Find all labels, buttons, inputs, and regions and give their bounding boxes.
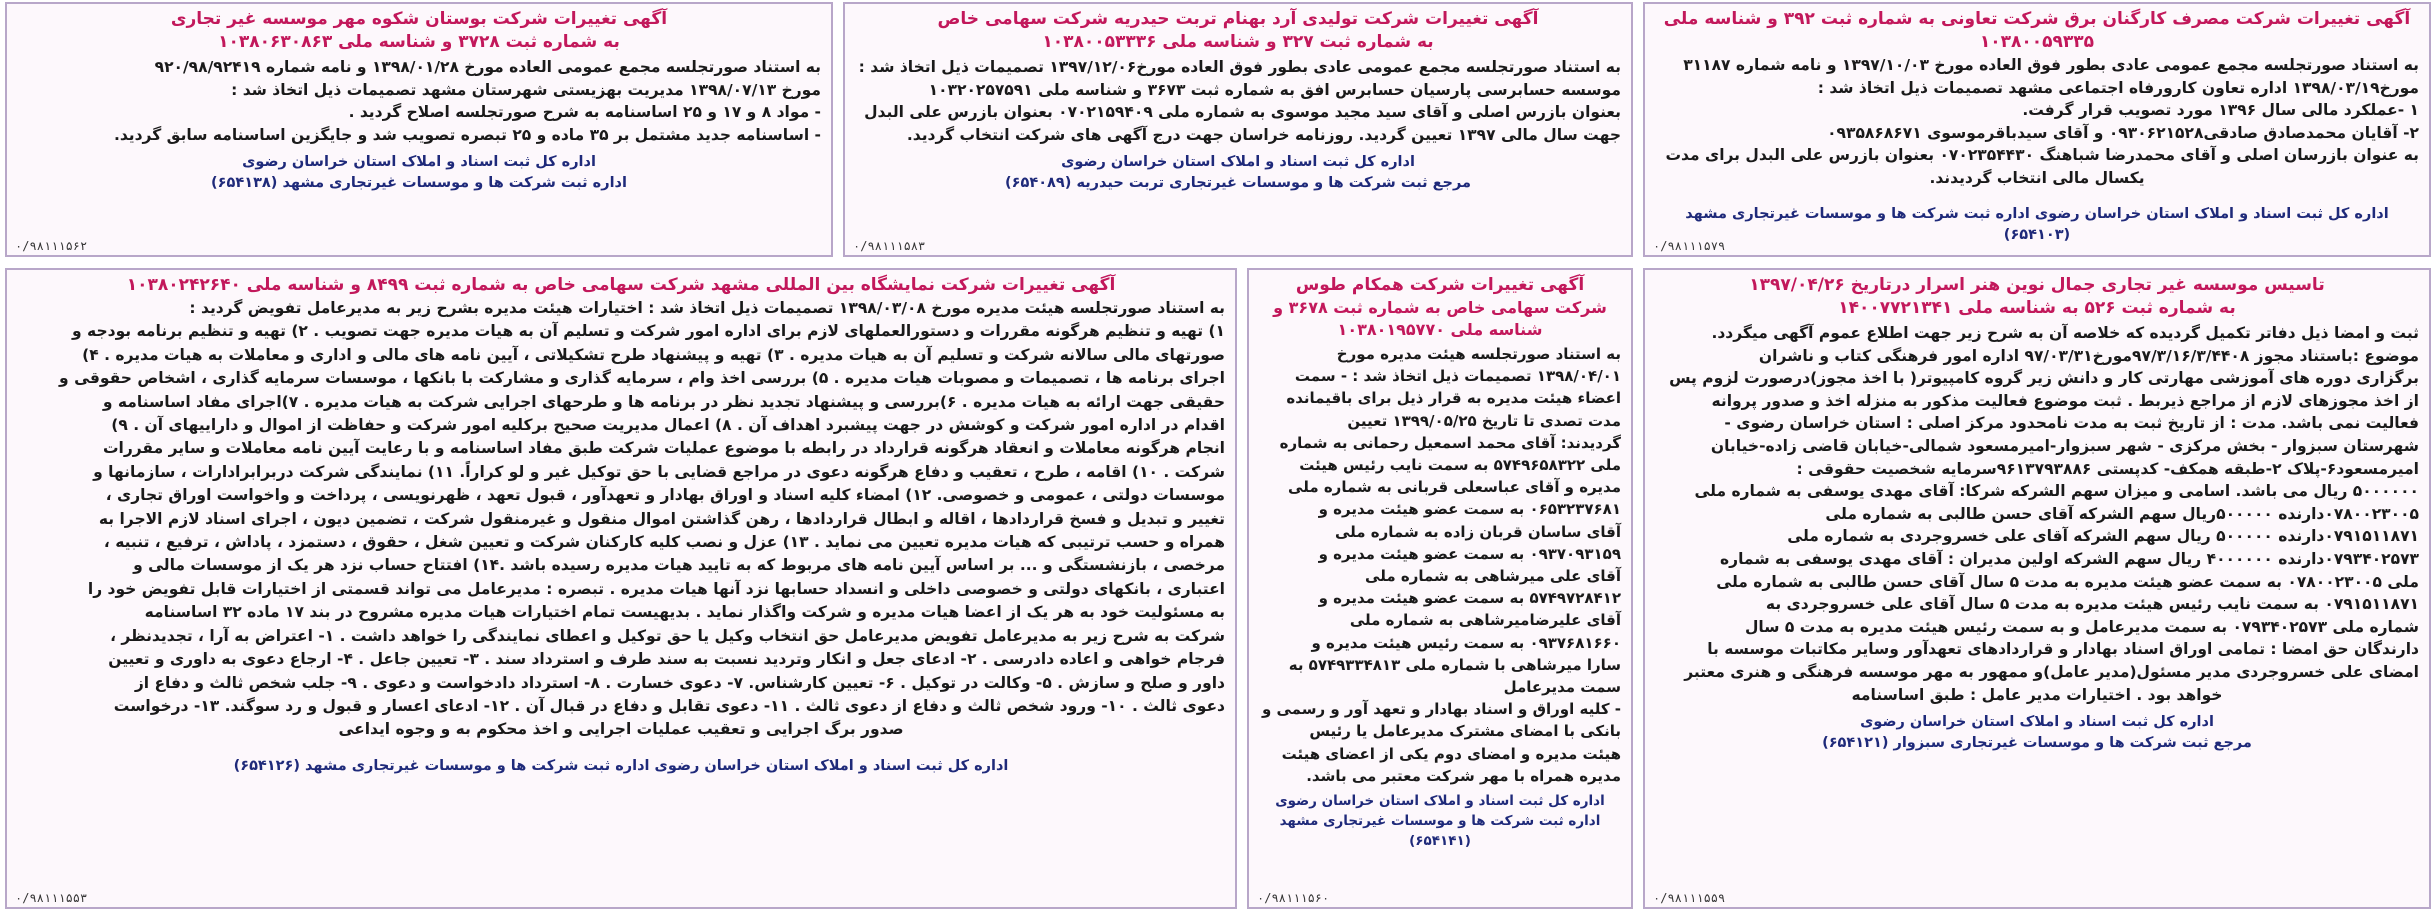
ad-body-line: اعتباری ، بانکهای دولتی و خصوصی داخلی و انسداد حسابها نزد آنها هیات مدیره . تبصره : مدیرعامل می تواند قسمتی از اختیارات قابل تفویض خود را	[87, 579, 1225, 598]
ad-body-line: آقای ساسان قربان زاده به شماره ملی	[1334, 522, 1621, 541]
ad-body-line: ملی ۰۷۸۰۰۲۳۰۰۵ به سمت عضو هیئت مدیره به مدت ۵ سال آقای حسن طالبی به شماره ملی	[1716, 572, 2419, 591]
ad-body-line: آقای علیرضامیرشاهی به شماره ملی	[1349, 611, 1621, 630]
ad-body-line: ملی ۵۷۴۹۶۵۸۳۲۲ به سمت نایب رئیس هیئت	[1299, 456, 1621, 475]
ad-box-hamkam-toos	[1247, 268, 1633, 909]
ad-body-line: انجام هرگونه معاملات و انعقاد هرگونه قرارداد در رابطه با موضوع عملیات شرکت طبق مفاد اساسنامه و با رعایت آیین نامه معاملات و سایر مقررات	[102, 439, 1225, 458]
ad-body	[1259, 343, 1621, 787]
ad-body-line: ۲- آقایان محمدصادق صادقی۰۹۳۰۶۲۱۵۲۸ و آقای سیدباقرموسوی ۰۹۳۵۸۶۸۶۷۱	[1827, 123, 2419, 142]
ad-body-line: ۱ -عملکرد مالی سال ۱۳۹۶ مورد تصویب قرار گرفت.	[2022, 101, 2419, 120]
ad-body-line: فرجام خواهی و اعاده دادرسی . ۲- ادعای جعل و انکار وتردید نسبت به سند طرف و استرداد سند . ۳- تعیین جاعل . ۴- ارجاع دعوی به داوری و تعیین	[108, 650, 1225, 669]
ad-title: آگهی تغییرات شرکت مصرف کارگنان برق شرکت تعاونی به شماره ثبت ۳۹۲ و شناسه ملی ۱۰۳۸۰۰۵۹۳۳۵	[1663, 9, 2411, 52]
ad-body-line: ۵۰۰۰۰۰۰ ریال می باشد. اسامی و میزان سهم الشرکه شرکا: آقای مهدی یوسفی به شماره ملی	[1694, 482, 2419, 501]
ad-org: اداره ثبت شرکت ها و موسسات غیرتجاری مشهد (۶۵۴۱۳۸)	[211, 175, 627, 192]
ad-body-line: شرکت . ۱۰) اقامه ، طرح ، تعقیب و دفاع هرگونه دعوی در مراجع قضایی با حق توکیل غیر و لو کراراً. ۱۱) نمایندگی شرکت دربرابرادارات ، سازمانها و	[93, 462, 1225, 481]
ad-body-line: به استناد صورتجلسه مجمع عمومی العاده مورخ ۱۳۹۸/۰۱/۲۸ و نامه شماره ۹۲۰/۹۸/۹۲۴۱۹	[154, 58, 821, 76]
ad-body-line: خواهد بود . اختیارات مدیر عامل : طبق اساسنامه	[1851, 685, 2223, 704]
ad-body-line: برگزاری دوره های آموزشی مهارتی کار و دانش زیر گروه کامپیوتر( با اخذ مجوز)درصورت لزوم پس	[1669, 369, 2419, 388]
ad-code: ۰/۹۸۱۱۱۵۶۲	[15, 239, 88, 253]
ad-code: ۰/۹۸۱۱۱۵۷۹	[1653, 239, 1726, 253]
ad-code: ۰/۹۸۱۱۱۵۶۰	[1257, 891, 1330, 905]
ad-title: آگهی تغییرات شرکت همکام طوس	[1295, 275, 1585, 295]
ad-body-line: مورخ ۱۳۹۸/۰۷/۱۳ مدیریت بهزیستی شهرستان مشهد تصمیمات ذیل اتخاذ شد :	[231, 80, 821, 99]
ad-body-line: شرکت به شرح زیر به مدیرعامل تفویض مدیرعامل حق انتخاب وکیل یا حق توکیل و اعطای نمایندگی را خواهد داشت . ۱- اعتراض به آرا ، تجدیدنظر ،	[110, 626, 1225, 645]
ad-body-line: به مسئولیت خود به هر یک از اعضا هیات مدیره و شرکت واگذار نماید . بدیهیست تمام اختیارات هیات مدیره مشروح در بند ۱۷ ماده ۳۲ اساسنامه	[144, 603, 1225, 622]
ad-body-line: مرخصی ، بازنشستگی و ... بر اساس آیین نامه های مربوط که به تایید هیات مدیره رسیده باشد .۱۴) افتتاح حساب نزد هر یک از موسسات مالی و	[133, 556, 1225, 575]
ad-body-line: ۵۷۴۹۷۲۸۴۱۲ به سمت عضو هیئت مدیره و	[1318, 589, 1621, 608]
ad-body-line: امیرمسعود۶-پلاک ۲-طبقه همکف- کدپستی ۹۶۱۳۷۹۳۸۸۶سرمایه شخصیت حقوقی :	[1796, 459, 2419, 478]
ad-org: مرجع ثبت شرکت ها و موسسات غیرتجاری تربت حیدریه (۶۵۴۰۸۹)	[1005, 175, 1471, 192]
ad-body-line: ۰۷۹۳۴۰۲۵۷۳دارنده ۴۰۰۰۰۰۰ ریال سهم الشرکه اولین مدیران : آقای مهدی یوسفی به شماره	[1720, 549, 2419, 568]
ad-title: تاسیس موسسه غیر تجاری جمال نوین هنر اسرار درتاریخ ۱۳۹۷/۰۴/۲۶	[1749, 275, 2325, 295]
ad-box-mashhad-exhibition	[5, 268, 1237, 909]
ad-body-line: گردیدند: آقای محمد اسمعیل رحمانی به شماره	[1279, 433, 1621, 452]
ad-body-line: ۰۶۵۳۲۳۷۶۸۱ به سمت عضو هیئت مدیره و	[1318, 500, 1621, 519]
ad-body-line: اعضاء هیئت مدیره به قرار ذیل برای باقیمانده	[1286, 389, 1621, 408]
ad-body-line: آقای علی میرشاهی به شماره ملی	[1365, 567, 1621, 586]
ad-subtitle: به شماره ثبت ۳۷۲۸ و شناسه ملی ۱۰۳۸۰۶۳۰۸۶۳	[218, 32, 620, 52]
ad-org: اداره کل ثبت اسناد و املاک استان خراسان رضوی اداره ثبت شرکت ها و موسسات غیرتجاری مشهد (۶۵۴۱۰۳)	[1685, 205, 2389, 243]
ad-body-line: شماره ملی ۰۷۹۳۴۰۲۵۷۳ به سمت مدیرعامل و به سمت رئیس هیئت مدیره به مدت ۵ سال	[1744, 617, 2419, 636]
ad-body-line: ۰۷۸۰۰۲۳۰۰۵دارنده ۵۰۰۰۰۰ریال سهم الشرکه آقای حسن طالبی به شماره ملی	[1825, 504, 2419, 523]
ad-body-line: مدیره و آقای عباسعلی قربانی به شماره ملی	[1288, 478, 1621, 497]
ad-body-line: به استناد صورتجلسه هیئت مدیره مورخ	[1336, 345, 1621, 363]
ad-body-line: ۰۹۳۷۶۸۱۶۶۰ به سمت رئیس هیئت مدیره و	[1311, 633, 1621, 652]
ad-body-line: به استناد صورتجلسه مجمع عمومی عادی بطور فوق العاده مورخ ۱۳۹۷/۱۰/۰۳ و نامه شماره ۳۱۱۸۷	[1683, 56, 2419, 74]
ad-body-line: همراه و حسب ترتیبی که هیات مدیره تعیین می نماید . ۱۳) عزل و نصب کلیه کارکنان شرکت و تعیین شغل ، حقوق ، دستمزد ، پاداش ، ترفیع ، تنبیه ،	[103, 533, 1225, 552]
ad-org: اداره کل ثبت اسناد و املاک استان خراسان رضوی اداره ثبت شرکت ها و موسسات غیرتجاری مشهد (۶۵۴۱۴۱)	[1275, 793, 1605, 850]
ad-body	[1655, 54, 2419, 190]
ad-subtitle: به شماره ثبت ۵۲۶ به شناسه ملی ۱۴۰۰۷۷۲۱۳۴۱	[1838, 298, 2236, 318]
ad-body-line: صورتهای مالی سالانه شرکت و تسلیم آن به هیات مدیره . ۳) تهیه و پیشنهاد طرح تشکیلاتی ، آیین نامه های مالی و اداری و معاملات به هیات مدیره . ۴)	[82, 345, 1225, 364]
ad-org: اداره کل ثبت اسناد و املاک استان خراسان رضوی	[1061, 154, 1415, 171]
ad-body-line: موسسه حسابرسی پارسیان حسابرس افق به شماره ثبت ۳۶۷۳ و شناسه ملی ۱۰۳۲۰۲۵۷۵۹۱	[928, 80, 1621, 99]
ad-body-line: سمت مدیرعامل	[1503, 678, 1621, 697]
ad-title: آگهی تغییرات شرکت تولیدی آرد بهنام تربت حیدریه شرکت سهامی خاص	[937, 9, 1539, 29]
ad-body	[17, 297, 1225, 742]
ad-box-boostan-shokouh	[5, 2, 833, 257]
ad-body-line: حقیقی جهت ارائه به هیات مدیره . ۶)بررسی و پیشنهاد تجدید نظر در برنامه ها و طرحهای اجرایی شرکت به هیات مدیره . ۷)اجرای مفاد اساسنامه و	[102, 392, 1225, 411]
ad-body-line: شهرستان سبزوار - بخش مرکزی - شهر سبزوار-امیرمسعود شمالی-خیابان قاضی زاده-خیابان	[1710, 436, 2419, 455]
ad-body-line: امضای علی خسروجردی مدیر مسئول(مدیر عامل)و ممهور به مهر موسسه فرهنگی و هنری معتبر	[1684, 662, 2419, 681]
ad-body-line: فعالیت نمی باشد. مدت : از تاریخ ثبت به مدت نامحدود مرکز اصلی : استان خراسان رضوی -	[1724, 414, 2419, 433]
ad-body-line: یکسال مالی انتخاب گردیدند.	[1929, 168, 2145, 187]
ad-body-line: مدت تصدی تا تاریخ ۱۳۹۹/۰۵/۲۵ تعیین	[1347, 411, 1621, 430]
ad-body-line: به استناد صورتجلسه مجمع عمومی عادی بطور فوق العاده مورخ۱۳۹۷/۱۲/۰۶ تصمیمات ذیل اتخاذ شد :	[858, 58, 1621, 76]
ad-body-line: به استناد صورتجلسه هیئت مدیره مورخ ۱۳۹۸/۰۳/۰۸ تصمیمات ذیل اتخاذ شد : اختیارات هیئت مدیره بشرح زیر به مدیرعامل تفویض گردید :	[189, 299, 1225, 317]
ad-body-line: دارندگان حق امضا : تمامی اوراق اسناد بهادار و قراردادهای تعهدآور وسایر مکاتبات موسسه با	[1707, 640, 2419, 659]
ad-body-line: اجرای برنامه ها ، تصمیمات و مصوبات هیات مدیره . ۵) بررسی اخذ وام ، سرمایه گذاری و مشارکت با بانکها ، موسسات سرمایه گذاری ، اشخاص حقوقی و	[59, 369, 1225, 388]
ad-code: ۰/۹۸۱۱۱۵۵۹	[1653, 891, 1726, 905]
ad-org: اداره کل ثبت اسناد و املاک استان خراسان رضوی	[242, 154, 596, 171]
ad-body-line: ۱۳۹۸/۰۴/۰۱ تصمیمات ذیل اتخاذ شد : - سمت	[1294, 367, 1621, 386]
ad-body-line: مدیره همراه با مهر شرکت معتبر می باشد.	[1306, 766, 1621, 785]
ad-body-line: ۰۹۳۷۰۹۳۱۵۹ به سمت عضو هیئت مدیره و	[1318, 544, 1621, 563]
ad-body-line: ۰۷۹۱۵۱۱۸۷۱ به سمت نایب رئیس هیئت مدیره به مدت ۵ سال آقای علی خسروجردی به	[1765, 595, 2419, 614]
ad-body-line: مورخ۱۳۹۸/۰۳/۱۹ اداره تعاون کارورفاه اجتماعی مشهد تصمیمات ذیل اتخاذ شد :	[1817, 78, 2419, 97]
ad-body-line: هیئت مدیره و امضای دوم یکی از اعضای هیئت	[1281, 744, 1621, 763]
ad-body-line: اقدام در اداره امور شرکت و کوشش در جهت پیشبرد اهداف آن . ۸) اعمال مدیریت صحیح برکلیه امور شرکت و حفاظت از اموال و داراییهای آن . ۹)	[111, 416, 1225, 435]
ad-title: آگهی تغییرات شرکت بوستان شکوه مهر موسسه غیر تجاری	[170, 9, 668, 29]
ad-body-line: - مواد ۸ و ۱۷ و ۲۵ اساسنامه به شرح صورتجلسه اصلاح گردید .	[348, 103, 821, 122]
ad-box-consumer-cooperative	[1643, 2, 2431, 257]
ad-body-line: سارا میرشاهی با شماره ملی ۵۷۴۹۳۳۴۸۱۳ به	[1288, 655, 1621, 674]
ad-body	[17, 56, 821, 146]
ad-body-line: تغییر و تبدیل و فسخ قراردادها ، اقاله و ابطال قراردادها ، رهن گذاشتن اموال منقول و غیرمنقول شرکت ، تضمین دیون ، اجرای اسناد لازم الاجرا به	[98, 509, 1225, 528]
ad-org: اداره کل ثبت اسناد و املاک استان خراسان رضوی	[1860, 714, 2214, 731]
ad-body-line: صدور برگ اجرایی و تعقیب عملیات اجرایی و اخذ محکوم به و وجوه ایداعی	[338, 720, 904, 739]
ad-subtitle: به شماره ثبت ۳۲۷ و شناسه ملی ۱۰۳۸۰۰۵۳۳۳۶	[1042, 32, 1434, 52]
ad-body-line: ۰۷۹۱۵۱۱۸۷۱دارنده ۵۰۰۰۰۰ ریال سهم الشرکه آقای علی خسروجردی به شماره ملی	[1787, 527, 2419, 546]
ad-code: ۰/۹۸۱۱۱۵۵۳	[15, 891, 88, 905]
ad-body-line: - کلیه اوراق و اسناد بهادار و تعهد آور و رسمی و	[1261, 700, 1621, 719]
ad-org: اداره کل ثبت اسناد و املاک استان خراسان رضوی اداره ثبت شرکت ها و موسسات غیرتجاری مشهد (۶۵۴۱۲۶)	[233, 757, 1009, 774]
ad-body	[855, 56, 1621, 146]
ad-box-jamal-novin	[1643, 268, 2431, 909]
ad-subtitle: شرکت سهامی خاص به شماره ثبت ۳۶۷۸ و شناسه ملی ۱۰۳۸۰۱۹۵۷۷۰	[1273, 298, 1607, 339]
ad-title: آگهی تغییرات شرکت نمایشگاه بین المللی مشهد شرکت سهامی خاص به شماره ثبت ۸۴۹۹ و شناسه ملی ۱۰۳۸۰۲۴۲۶۴۰	[126, 275, 1116, 295]
ad-body-line: - اساسنامه جدید مشتمل بر ۳۵ ماده و ۲۵ تبصره تصویب شد و جایگزین اساسنامه سابق گردید.	[113, 125, 821, 144]
ad-body-line: به عنوان بازرسان اصلی و آقای محمدرضا شباهنگ ۰۷۰۲۳۵۴۴۳۰ بعنوان بازرس علی البدل برای مدت	[1665, 146, 2419, 165]
ad-body-line: جهت سال مالی ۱۳۹۷ تعیین گردید. روزنامه خراسان جهت درج آگهی های شرکت انتخاب گردید.	[906, 125, 1621, 144]
ad-org: مرجع ثبت شرکت ها و موسسات غیرتجاری سبزوار (۶۵۴۱۲۱)	[1822, 735, 2252, 752]
ad-body-line: موضوع :باستناد مجوز ۹۷/۳/۱۶/۳/۴۴۰۸مورخ۹۷/۰۳/۳۱ اداره امور فرهنگی کتاب و ناشران	[1758, 346, 2419, 365]
ad-body-line: داور و صلح و سازش . ۵- وکالت در توکیل . ۶- تعیین کارشناس. ۷- دعوی خسارت . ۸- استرداد دادخواست و دعوی . ۹- جلب شخص ثالث و دفاع از	[134, 673, 1225, 692]
ad-body-line: ۱) تهیه و تنظیم هرگونه مقررات و دستورالعملهای لازم برای اداره امور شرکت و تسلیم آن به هیات مدیره جهت تصویب . ۲) تهیه و تنظیم برنامه بودجه و	[72, 322, 1225, 341]
ad-box-behnam-flour	[843, 2, 1633, 257]
ad-body-line: موسسات دولتی ، عمومی و خصوصی. ۱۲) امضاء کلیه اسناد و اوراق بهادار و تعهدآور ، قبول تعهد ، ظهرنویسی ، پرداخت و واخواست اوراق تجاری ،	[105, 486, 1225, 505]
ad-body-line: بعنوان بازرس اصلی و آقای سید مجید موسوی به شماره ملی ۰۷۰۲۱۵۹۴۰۹ بعنوان بازرس علی البدل	[864, 103, 1621, 122]
ad-body	[1655, 322, 2419, 706]
ad-body-line: دعوی ثالث . ۱۰- ورود شخص ثالث و دفاع از دعوی ثالث . ۱۱- دعوی تقابل و دفاع در قبال آن . ۱۲- ادعای اعسار و قبول و رد سوگند. ۱۳- درخواست	[113, 696, 1225, 715]
ad-body-line: بانکی با امضای مشترک مدیرعامل یا رئیس	[1309, 722, 1621, 741]
ad-code: ۰/۹۸۱۱۱۵۸۳	[853, 239, 926, 253]
ad-body-line: ثبت و امضا ذیل دفاتر تکمیل گردیده که خلاصه آن به شرح زیر جهت اطلاع عموم آگهی میگردد.	[1711, 324, 2419, 342]
ad-body-line: از اخذ مجوزهای لازم از مراجع ذیربط . ثبت موضوع فعالیت مذکور به منزله اخذ و صدور پروانه	[1711, 391, 2419, 410]
